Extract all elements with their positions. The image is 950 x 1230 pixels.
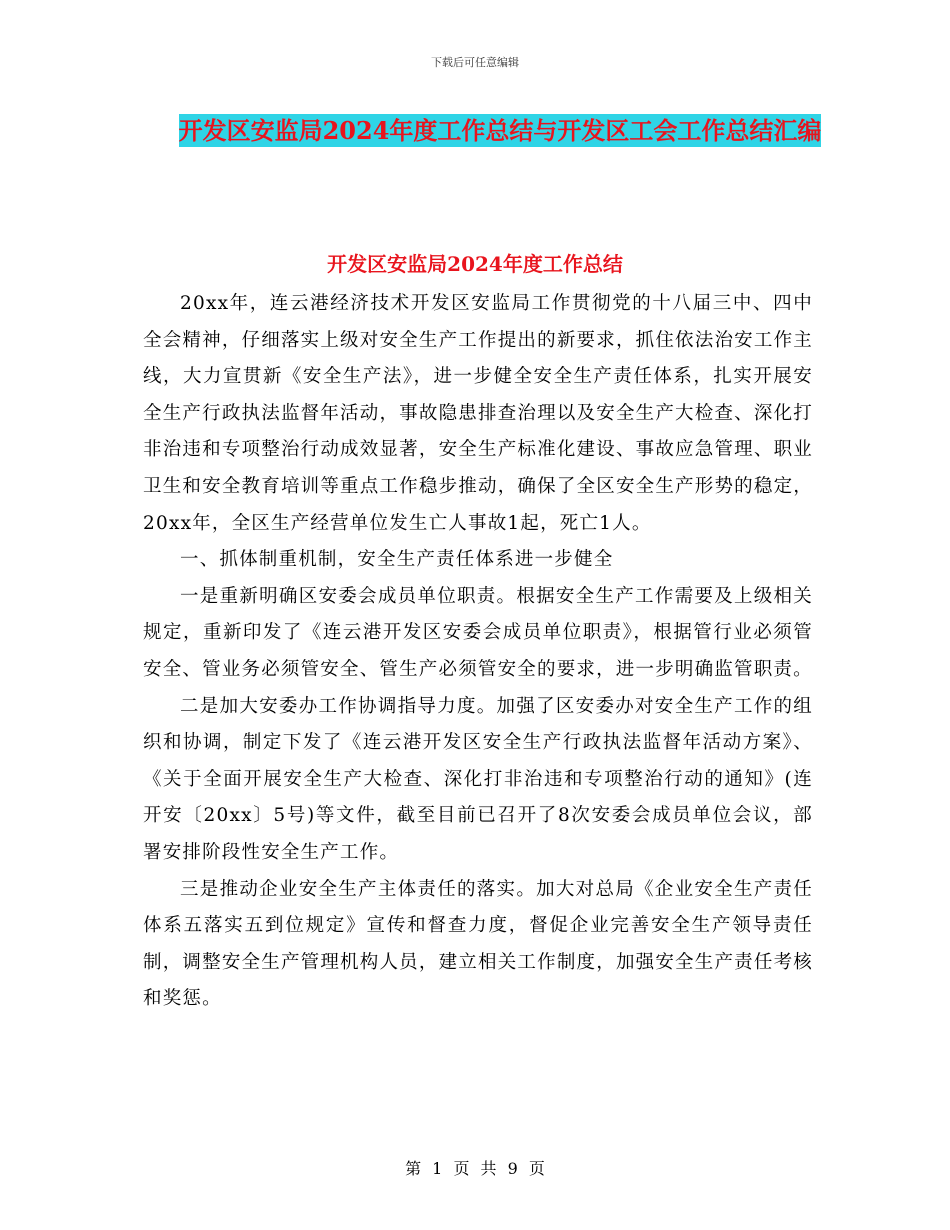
document-title-text: 开发区安监局2024年度工作总结与开发区工会工作总结汇编 — [178, 116, 822, 145]
document-title — [175, 110, 825, 152]
page-footer: 第 1 页 共 9 页 — [405, 1159, 545, 1178]
paragraph: 二是加大安委办工作协调指导力度。加强了区安委办对安全生产工作的组织和协调，制定下发了《连云港开发区安全生产行政执法监督年活动方案》、《关于全面开展安全生产大检查、深化打非治违和专项整治行动的通知》(连开安〔20xx〕5号)等文件，截至目前已召开了8次安委会成员单位会议，部署安排阶段性安全生产工作。 — [143, 695, 813, 863]
header-note: 下载后可任意编辑 — [431, 56, 519, 69]
paragraph: 一是重新明确区安委会成员单位职责。根据安全生产工作需要及上级相关规定，重新印发了《连云港开发区安委会成员单位职责》，根据管行业必须管安全、管业务必须管安全、管生产必须管安全的要求，进一步明确监管职责。 — [143, 585, 813, 680]
paragraph: 三是推动企业安全生产主体责任的落实。加大对总局《企业安全生产责任体系五落实五到位规定》宣传和督查力度，督促企业完善安全生产领导责任制，调整安全生产管理机构人员，建立相关工作制度，加强安全生产责任考核和奖惩。 — [143, 878, 813, 1010]
document-body — [143, 286, 813, 1018]
paragraph: 一、抓体制重机制，安全生产责任体系进一步健全 — [180, 549, 614, 571]
section-title: 开发区安监局2024年度工作总结 — [327, 252, 623, 276]
paragraph: 20xx年，连云港经济技术开发区安监局工作贯彻党的十八届三中、四中全会精神，仔细落实上级对安全生产工作提出的新要求，抓住依法治安工作主线，大力宣贯新《安全生产法》，进一步健全安全生产责任体系，扎实开展安全生产行政执法监督年活动，事故隐患排查治理以及安全生产大检查、深化打非治违和专项整治行动成效显著，安全生产标准化建设、事故应急管理、职业卫生和安全教育培训等重点工作稳步推动，确保了全区安全生产形势的稳定，20xx年，全区生产经营单位发生亡人事故1起，死亡1人。 — [143, 293, 813, 534]
